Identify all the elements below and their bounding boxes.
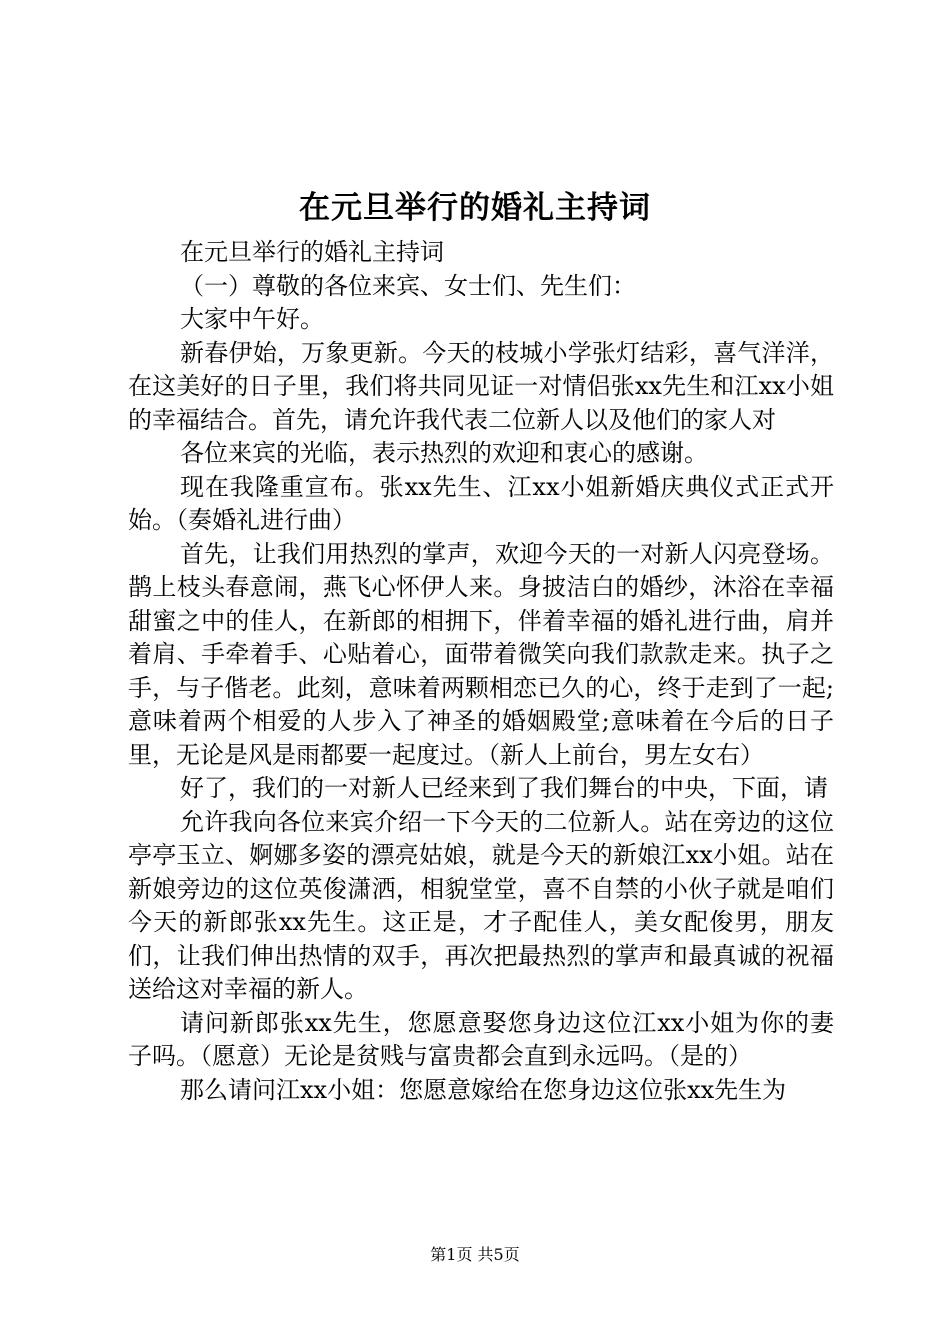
paragraph: 在元旦举行的婚礼主持词 <box>180 238 444 266</box>
paragraph: 好了，我们的一对新人已经来到了我们舞台的中央，下面，请 <box>180 774 828 802</box>
document-body <box>128 236 834 1107</box>
paragraph: 首先，让我们用热烈的掌声，欢迎今天的一对新人闪亮登场。鹊上枝头春意闹，燕飞心怀伊人来。身披洁白的婚纱，沐浴在幸福甜蜜之中的佳人，在新郎的相拥下，伴着幸福的婚礼进行曲，肩并着肩、手牵着手、心贴着心，面带着微笑向我们款款走来。执子之手，与子偕老。此刻，意味着两颗相恋已久的心，终于走到了一起;意味着两个相爱的人步入了神圣的婚姻殿堂;意味着在今后的日子里，无论是风是雨都要一起度过。（新人上前台，男左女右） <box>128 539 834 769</box>
page-footer: 第1页 共5页 <box>430 1245 520 1264</box>
paragraph: 新春伊始，万象更新。今天的枝城小学张灯结彩，喜气洋洋，在这美好的日子里，我们将共同见证一对情侣张xx先生和江xx小姐的幸福结合。首先，请允许我代表二位新人以及他们的家人对 <box>128 338 834 434</box>
paragraph: 那么请问江xx小姐：您愿意嫁给在您身边这位张xx先生为 <box>180 1075 787 1104</box>
paragraph: （一）尊敬的各位来宾、女士们、先生们： <box>180 271 636 300</box>
paragraph: 现在我隆重宣布。张xx先生、江xx小姐新婚庆典仪式正式开始。（奏婚礼进行曲） <box>128 472 834 534</box>
paragraph: 各位来宾的光临，表示热烈的欢迎和衷心的感谢。 <box>180 439 708 467</box>
document-title: 在元旦举行的婚礼主持词 <box>299 190 651 226</box>
paragraph: 请问新郎张xx先生，您愿意娶您身边这位江xx小姐为你的妻子吗。（愿意）无论是贫贱与富贵都会直到永远吗。（是的） <box>128 1008 834 1070</box>
paragraph: 允许我向各位来宾介绍一下今天的二位新人。站在旁边的这位亭亭玉立、婀娜多姿的漂亮姑娘，就是今天的新娘江xx小姐。站在新娘旁边的这位英俊潇洒，相貌堂堂，喜不自禁的小伙子就是咱们今天的新郎张xx先生。这正是，才子配佳人，美女配俊男，朋友们，让我们伸出热情的双手，再次把最热烈的掌声和最真诚的祝福送给这对幸福的新人。 <box>128 807 834 1003</box>
paragraph: 大家中午好。 <box>180 305 324 333</box>
